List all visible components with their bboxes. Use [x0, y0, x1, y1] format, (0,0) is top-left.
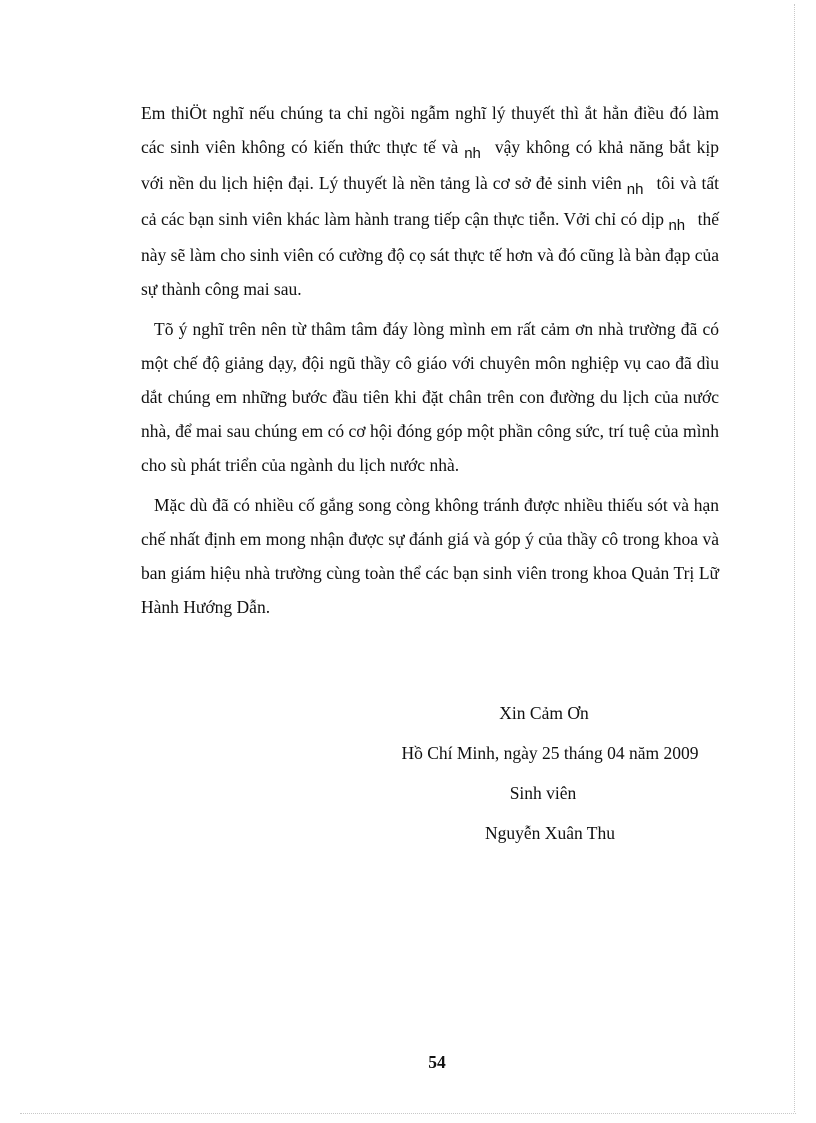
page-border-right	[794, 4, 795, 1112]
paragraph-1-part-2: vậy không có khả năng bắt kịp với nền du lịch hiện đại. Lý thuyết là nền tảng là cơ sở đẻ sinh viên	[141, 137, 719, 193]
paragraph-2: Tõ ý nghĩ trên nên từ thâm tâm đáy lòng mình em rất cảm ơn nhà trường đã có một chế độ giảng dạy, đội ngũ thầy cô giáo với chuyên môn nghiệp vụ cao đã dìu dắt chúng em những bước đầu tiên khi đặt chân trên con đường du lịch của nước nhà, để mai sau chúng em có cơ hội đóng góp một phần công sức, trí tuệ của mình cho sù phát triển của ngành du lịch nước nhà.	[141, 319, 719, 475]
page-border-bottom	[20, 1113, 796, 1114]
signature-date: Hồ Chí Minh, ngày 25 tháng 04 năm 2009	[401, 743, 699, 763]
paragraph-1-fragment-nh-1: nh	[464, 145, 481, 162]
signature-role: Sinh viên	[509, 783, 577, 803]
paragraph-1-part-4: thế này sẽ làm cho sinh viên có cường độ cọ sát thực tế hơn và đó cũng là bàn đạp của sự thành công mai sau.	[141, 209, 719, 299]
signature-name: Nguyễn Xuân Thu	[485, 823, 615, 843]
paragraph-1-fragment-nh-2: nh	[626, 181, 644, 198]
signature-thanks: Xin Cảm Ơn	[499, 703, 589, 723]
paragraph-1-fragment-nh-3: nh	[668, 217, 686, 234]
paragraph-1-part-3: tôi và tất cả các bạn sinh viên khác làm hành trang tiếp cận thực tiễn. Vởi chỉ có dịp	[141, 173, 719, 229]
signature-block	[388, 700, 718, 860]
paragraph-1-part-1: Em thiÖt nghĩ nếu chúng ta chỉ ngồi ngẫm nghĩ lý thuyết thì ắt hẳn điều đó làm các sinh viên không có kiến thức thực tế và	[141, 103, 719, 157]
paragraph-1	[141, 96, 719, 306]
paragraph-3: Mặc dù đã có nhiều cố gắng song còng không tránh được nhiều thiếu sót và hạn chế nhất định em mong nhận được sự đánh giá và góp ý của thầy cô trong khoa và ban giám hiệu nhà trường cùng toàn thể các bạn sinh viên trong khoa Quản Trị Lữ Hành Hướng Dẫn.	[141, 495, 719, 617]
body-text	[141, 96, 719, 630]
page-number: 54	[428, 1052, 446, 1072]
